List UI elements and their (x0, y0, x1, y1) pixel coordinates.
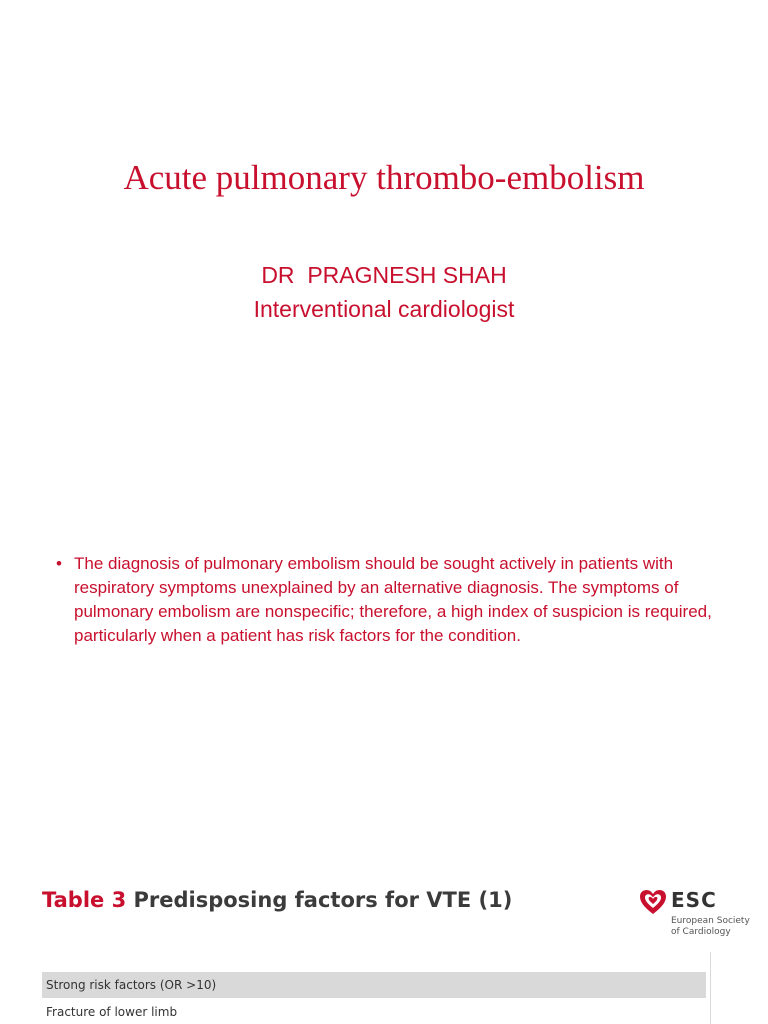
table-row: Fracture of lower limb (42, 998, 706, 1024)
author-block (0, 258, 768, 326)
author-name: DR PRAGNESH SHAH (261, 262, 507, 288)
risk-factors-table (42, 972, 706, 1024)
slide-diagnosis (0, 514, 768, 858)
slide-table3 (0, 858, 768, 1024)
esc-logo (638, 886, 758, 942)
table-title (42, 888, 512, 912)
table-title-text: Predisposing factors for VTE (1) (133, 888, 513, 912)
heart-icon (638, 888, 668, 916)
table-number: Table 3 (42, 888, 127, 912)
table-divider (710, 952, 711, 1024)
author-role: Interventional cardiologist (253, 296, 515, 322)
presentation-title: Acute pulmonary thrombo-embolism (123, 158, 645, 197)
esc-subtitle-line2: of Cardiology (671, 927, 731, 937)
table-header: Strong risk factors (OR >10) (42, 972, 706, 998)
bullet-text: The diagnosis of pulmonary embolism should be sought actively in patients with respiratory symptoms unexplained by an alternative diagnosis. The symptoms of pulmonary embolism are nonspecific; therefore, a high index of suspicion is required, particularly when a patient has risk factors for the condition. (74, 554, 712, 645)
bullet-icon: • (56, 554, 62, 573)
esc-name: ESC (671, 888, 717, 912)
esc-subtitle-line1: European Society (671, 916, 750, 926)
esc-subtitle (671, 916, 750, 938)
bullet-point (56, 552, 736, 648)
